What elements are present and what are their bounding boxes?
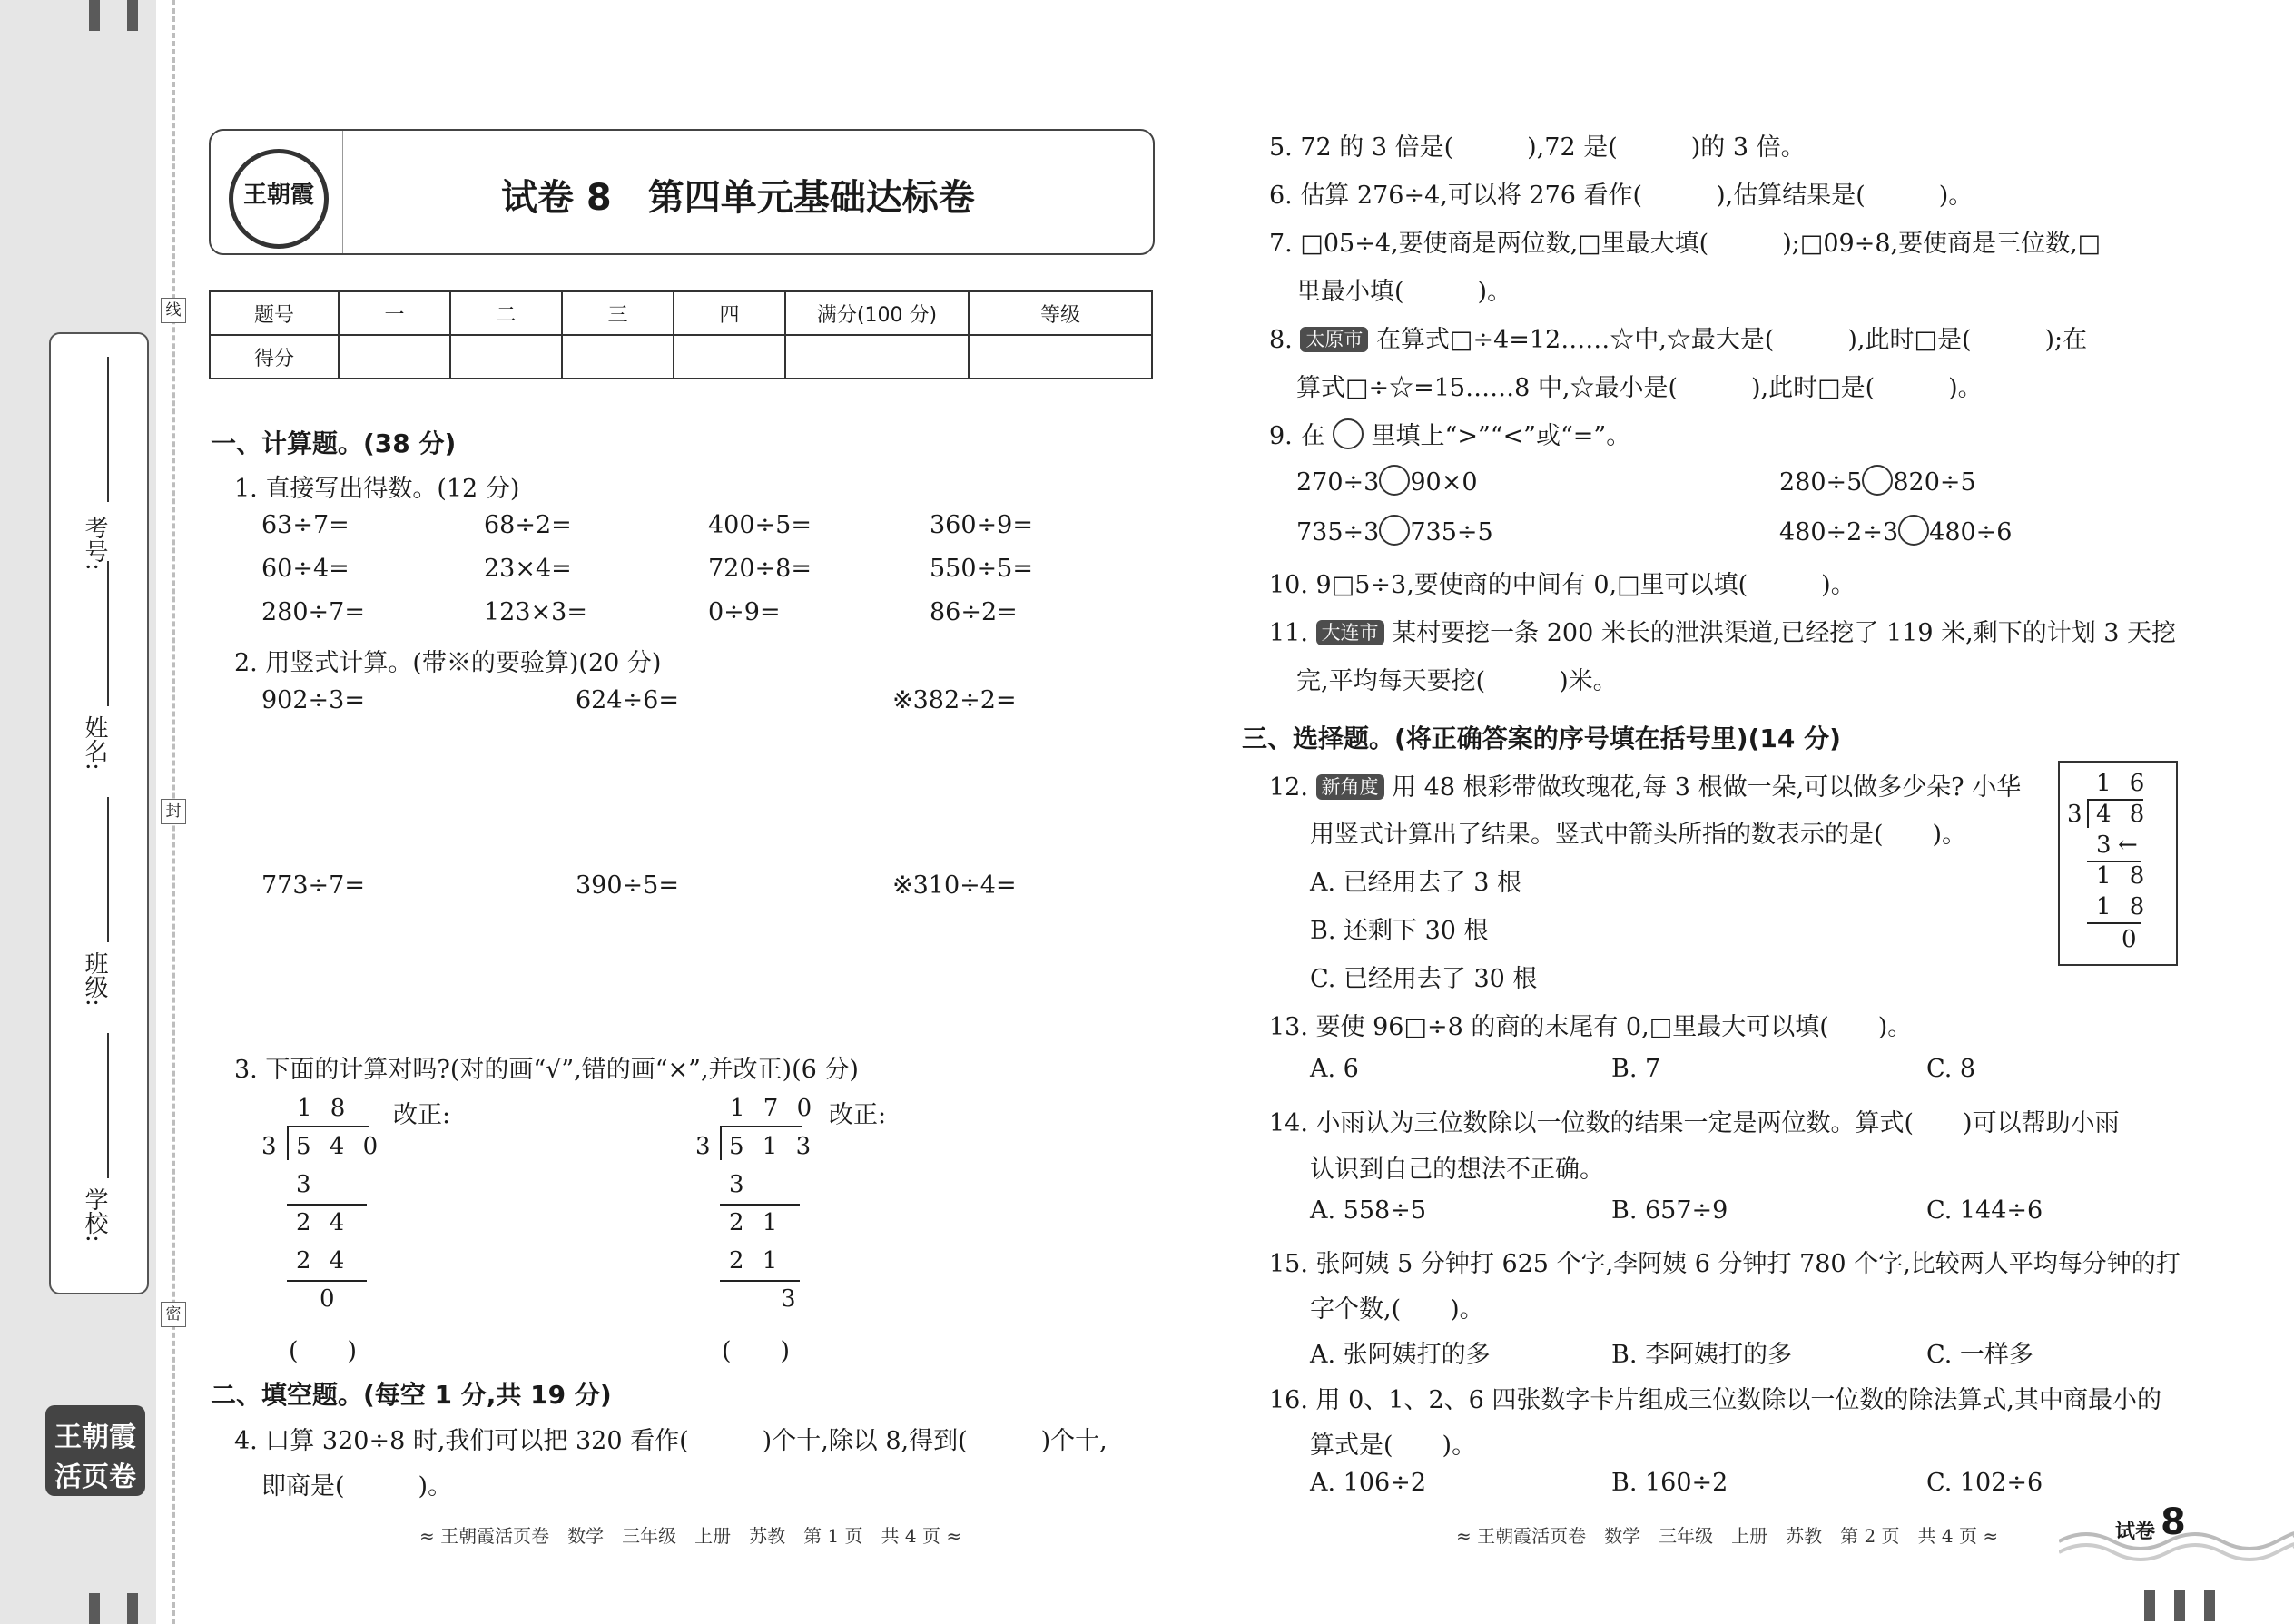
q16-line1: 16. 用 0、1、2、6 四张数字卡片组成三位数除以一位数的除法算式,其中商最小的: [1269, 1386, 2161, 1414]
xuexiao-line[interactable]: [107, 1033, 109, 1178]
q12-option[interactable]: A. 已经用去了 3 根: [1310, 869, 1522, 897]
score-cell: 四: [674, 291, 785, 335]
ld1-bar: [289, 1126, 369, 1127]
q15-option[interactable]: C. 一样多: [1926, 1341, 2033, 1369]
ld2-step: 3: [729, 1171, 750, 1198]
ld2-dividend: 5 1 3: [729, 1133, 817, 1160]
q14-option[interactable]: C. 144÷6: [1926, 1196, 2043, 1225]
compare-circle[interactable]: [1898, 515, 1929, 546]
q12-ld-quotient: 1 6: [2096, 770, 2151, 797]
brand-logo: 王朝霞: [229, 149, 329, 249]
q8-line2: 算式□÷☆=15……8 中,☆最小是( ),此时□是( )。: [1296, 374, 1983, 402]
ld2-divisor: 3: [695, 1133, 716, 1160]
q12-line2: 用竖式计算出了结果。竖式中箭头所指的数表示的是( )。: [1310, 821, 1967, 849]
badge-top: 王朝霞: [54, 1422, 136, 1453]
footer-right: ≈ 王朝霞活页卷 数学 三年级 上册 苏教 第 2 页 共 4 页 ≈: [1456, 1525, 1999, 1547]
ld2-rule: [720, 1204, 800, 1206]
q1-prompt: 1. 直接写出得数。(12 分): [234, 475, 520, 503]
score-cell: 一: [339, 291, 450, 335]
q2-prompt: 2. 用竖式计算。(带※的要验算)(20 分): [234, 649, 662, 677]
xingming-line[interactable]: [107, 561, 109, 706]
q1-item: 0÷9=: [708, 598, 781, 626]
seal-mark-xian: 线: [161, 298, 186, 323]
score-input-cell[interactable]: [785, 335, 969, 379]
q12-ld-dividend: 4 8: [2096, 801, 2151, 828]
section-1-heading: 一、计算题。(38 分): [211, 428, 457, 458]
ld2-answer-paren[interactable]: ( ): [722, 1337, 791, 1365]
banji-line[interactable]: [107, 797, 109, 942]
header-separator: [342, 131, 343, 253]
q16-line2: 算式是( )。: [1310, 1432, 1477, 1460]
q1-item: 550÷5=: [930, 555, 1033, 583]
kaohao-line[interactable]: [107, 357, 109, 502]
ld1-dividend: 5 4 0: [296, 1133, 384, 1160]
q2-item: ※310÷4=: [892, 871, 1017, 900]
paper-number-label: 试卷: [2115, 1521, 2156, 1543]
compare-circle[interactable]: [1379, 465, 1410, 496]
q4-line2: 即商是( )。: [261, 1472, 453, 1501]
ld1-bracket: [287, 1126, 289, 1160]
q12-ld-step: 1 8: [2096, 862, 2151, 890]
q16-option[interactable]: B. 160÷2: [1611, 1469, 1728, 1497]
top-mark: [127, 0, 138, 31]
q15-option[interactable]: B. 李阿姨打的多: [1611, 1341, 1793, 1369]
q11-line1: [1269, 613, 2176, 648]
q13: 13. 要使 96□÷8 的商的末尾有 0,□里最大可以填( )。: [1269, 1013, 1913, 1041]
q7-line1: 7. □05÷4,要使商是两位数,□里最大填( );□09÷8,要使商是三位数,□: [1269, 230, 2102, 258]
q13-option[interactable]: C. 8: [1926, 1055, 1976, 1083]
q10: 10. 9□5÷3,要使商的中间有 0,□里可以填( )。: [1269, 571, 1856, 599]
top-mark: [89, 0, 100, 31]
ld1-answer-paren[interactable]: ( ): [289, 1337, 358, 1365]
score-cell: 二: [450, 291, 562, 335]
q7-line2: 里最小填( )。: [1296, 278, 1512, 306]
score-input-cell[interactable]: [562, 335, 674, 379]
bottom-mark: [127, 1593, 138, 1624]
kaohao-label: 考号:: [81, 516, 108, 571]
score-input-cell[interactable]: [450, 335, 562, 379]
score-input-cell[interactable]: [969, 335, 1152, 379]
q12-angle-tag: 新角度: [1316, 774, 1384, 800]
score-table-row: [210, 335, 1152, 379]
q9-right: 480÷6: [1929, 518, 2013, 546]
ld1-quotient: 1 8: [297, 1095, 351, 1122]
q8-region-tag: 太原市: [1300, 327, 1368, 352]
q1-item: 23×4=: [484, 555, 572, 583]
q9-right: 735÷5: [1410, 518, 1493, 546]
q16-option[interactable]: C. 102÷6: [1926, 1469, 2043, 1497]
q12-ld-step: 1 8: [2096, 893, 2151, 920]
score-table-header: [210, 291, 1152, 335]
score-input-cell[interactable]: [339, 335, 450, 379]
q8-number: 8.: [1269, 326, 1301, 354]
q9-left: 735÷3: [1296, 518, 1380, 546]
ld1-step: 2 4: [296, 1247, 350, 1275]
bottom-mark: [2144, 1590, 2155, 1621]
circle-blank-icon: [1333, 418, 1364, 449]
q1-item: 86÷2=: [930, 598, 1018, 626]
q9-item: [1296, 465, 1478, 497]
q2-item: 902÷3=: [261, 686, 365, 714]
q1-item: 123×3=: [484, 598, 587, 626]
student-info-box: [49, 332, 149, 1294]
q9-text: 9. 在: [1269, 422, 1325, 450]
q12-ld-step: 0: [2122, 926, 2142, 953]
xingming-label: 姓名:: [81, 715, 108, 771]
ld2-fix-label: 改正:: [829, 1101, 887, 1129]
q9-left: 480÷2÷3: [1779, 518, 1899, 546]
seal-mark-mi: 密: [161, 1302, 186, 1327]
score-cell: 得分: [210, 335, 339, 379]
q11-text: 某村要挖一条 200 米长的泄洪渠道,已经挖了 119 米,剩下的计划 3 天挖: [1392, 619, 2177, 647]
brand-badge: [45, 1405, 145, 1496]
q12-text: 用 48 根彩带做玫瑰花,每 3 根做一朵,可以做多少朵? 小华: [1392, 773, 2022, 802]
q14-option[interactable]: A. 558÷5: [1310, 1196, 1426, 1225]
ld2-quotient: 1 7 0: [730, 1095, 818, 1122]
q14-option[interactable]: B. 657÷9: [1611, 1196, 1728, 1225]
ld2-bracket: [720, 1126, 722, 1160]
q5: 5. 72 的 3 倍是( ),72 是( )的 3 倍。: [1269, 133, 1806, 162]
q11-line2: 完,平均每天要挖( )米。: [1296, 667, 1618, 695]
q9-right: 90×0: [1410, 468, 1478, 497]
compare-circle[interactable]: [1862, 465, 1893, 496]
q2-item: 624÷6=: [576, 686, 679, 714]
q4-line1: 4. 口算 320÷8 时,我们可以把 320 看作( )个十,除以 8,得到( )个十,: [234, 1427, 1108, 1455]
paper-title: 试卷 8 第四单元基础达标卷: [501, 177, 975, 219]
q2-item: 390÷5=: [576, 871, 679, 900]
q15-option[interactable]: A. 张阿姨打的多: [1310, 1341, 1491, 1369]
q12-option[interactable]: B. 还剩下 30 根: [1310, 917, 1489, 945]
q12-ld-step: 3: [2096, 832, 2117, 859]
ld1-step: 0: [320, 1285, 340, 1313]
q11-region-tag: 大连市: [1316, 620, 1384, 645]
banji-label: 班级:: [81, 951, 108, 1007]
q15-line2: 字个数,( )。: [1310, 1295, 1484, 1324]
q1-item: 68÷2=: [484, 511, 572, 539]
q9-right: 820÷5: [1893, 468, 1976, 497]
ld1-divisor: 3: [261, 1133, 282, 1160]
q9-item: [1296, 515, 1493, 546]
q14-line1: 14. 小雨认为三位数除以一位数的结果一定是两位数。算式( )可以帮助小雨: [1269, 1109, 2120, 1137]
q9-item: [1779, 515, 2012, 546]
ld1-rule: [287, 1204, 367, 1206]
compare-circle[interactable]: [1379, 515, 1410, 546]
score-cell: 等级: [969, 291, 1152, 335]
bottom-mark: [89, 1593, 100, 1624]
ld2-bar: [722, 1126, 802, 1127]
q11-number: 11.: [1269, 619, 1316, 647]
q16-option[interactable]: A. 106÷2: [1310, 1469, 1426, 1497]
q1-item: 63÷7=: [261, 511, 350, 539]
q3-prompt: 3. 下面的计算对吗?(对的画“√”,错的画“×”,并改正)(6 分): [234, 1056, 859, 1084]
q9-prompt: [1269, 416, 1630, 451]
q13-option[interactable]: A. 6: [1310, 1055, 1359, 1083]
score-cell: 三: [562, 291, 674, 335]
q9-text-b: 里填上“>”“<”或“=”。: [1371, 422, 1631, 450]
score-cell: 题号: [210, 291, 339, 335]
q12-number: 12.: [1269, 773, 1316, 802]
paper-number: 8: [2161, 1501, 2186, 1543]
q1-item: 400÷5=: [708, 511, 812, 539]
q2-item: 773÷7=: [261, 871, 365, 900]
xuexiao-label: 学校:: [81, 1187, 108, 1243]
q12-ld-divisor: 3: [2067, 801, 2088, 828]
q13-option[interactable]: B. 7: [1611, 1055, 1661, 1083]
q9-item: [1779, 465, 1976, 497]
q1-item: 720÷8=: [708, 555, 812, 583]
score-input-cell[interactable]: [674, 335, 785, 379]
q9-left: 270÷3: [1296, 468, 1380, 497]
ld1-step: 2 4: [296, 1209, 350, 1236]
q6: 6. 估算 276÷4,可以将 276 看作( ),估算结果是( )。: [1269, 182, 1974, 210]
q1-item: 360÷9=: [930, 511, 1033, 539]
badge-bottom: 活页卷: [54, 1462, 136, 1493]
q2-item: ※382÷2=: [892, 686, 1017, 714]
paper-header: [209, 129, 1155, 255]
score-cell: 满分(100 分): [785, 291, 969, 335]
q8-text: 在算式□÷4=12……☆中,☆最大是( ),此时□是( );在: [1375, 326, 2088, 354]
q15-line1: 15. 张阿姨 5 分钟打 625 个字,李阿姨 6 分钟打 780 个字,比较两人平均每分钟的打: [1269, 1250, 2181, 1278]
ld2-step: 2 1: [729, 1209, 783, 1236]
ld2-rule: [720, 1280, 800, 1282]
arrow-left-icon: ←: [2118, 832, 2143, 859]
ld2-step: 2 1: [729, 1247, 783, 1275]
seal-mark-feng: 封: [161, 799, 186, 824]
bottom-mark: [2204, 1590, 2215, 1621]
section-3-heading: 三、选择题。(将正确答案的序号填在括号里)(14 分): [1242, 723, 1841, 753]
q1-item: 280÷7=: [261, 598, 365, 626]
ld1-step: 3: [296, 1171, 317, 1198]
section-2-heading: 二、填空题。(每空 1 分,共 19 分): [211, 1380, 612, 1410]
q12-line1: [1269, 767, 2021, 802]
footer-left: ≈ 王朝霞活页卷 数学 三年级 上册 苏教 第 1 页 共 4 页 ≈: [419, 1525, 962, 1547]
q14-line2: 认识到自己的想法不正确。: [1310, 1156, 1604, 1184]
q1-item: 60÷4=: [261, 555, 350, 583]
q9-left: 280÷5: [1779, 468, 1863, 497]
bottom-mark: [2174, 1590, 2185, 1621]
ld2-step: 3: [781, 1285, 802, 1313]
ld1-rule: [287, 1280, 367, 1282]
q12-option[interactable]: C. 已经用去了 30 根: [1310, 965, 1538, 993]
q12-long-division: [2058, 761, 2178, 966]
q8-line1: [1269, 320, 2087, 355]
ld1-fix-label: 改正:: [393, 1101, 451, 1129]
score-table: [209, 290, 1153, 379]
q12-ld-rule: [2087, 922, 2141, 924]
